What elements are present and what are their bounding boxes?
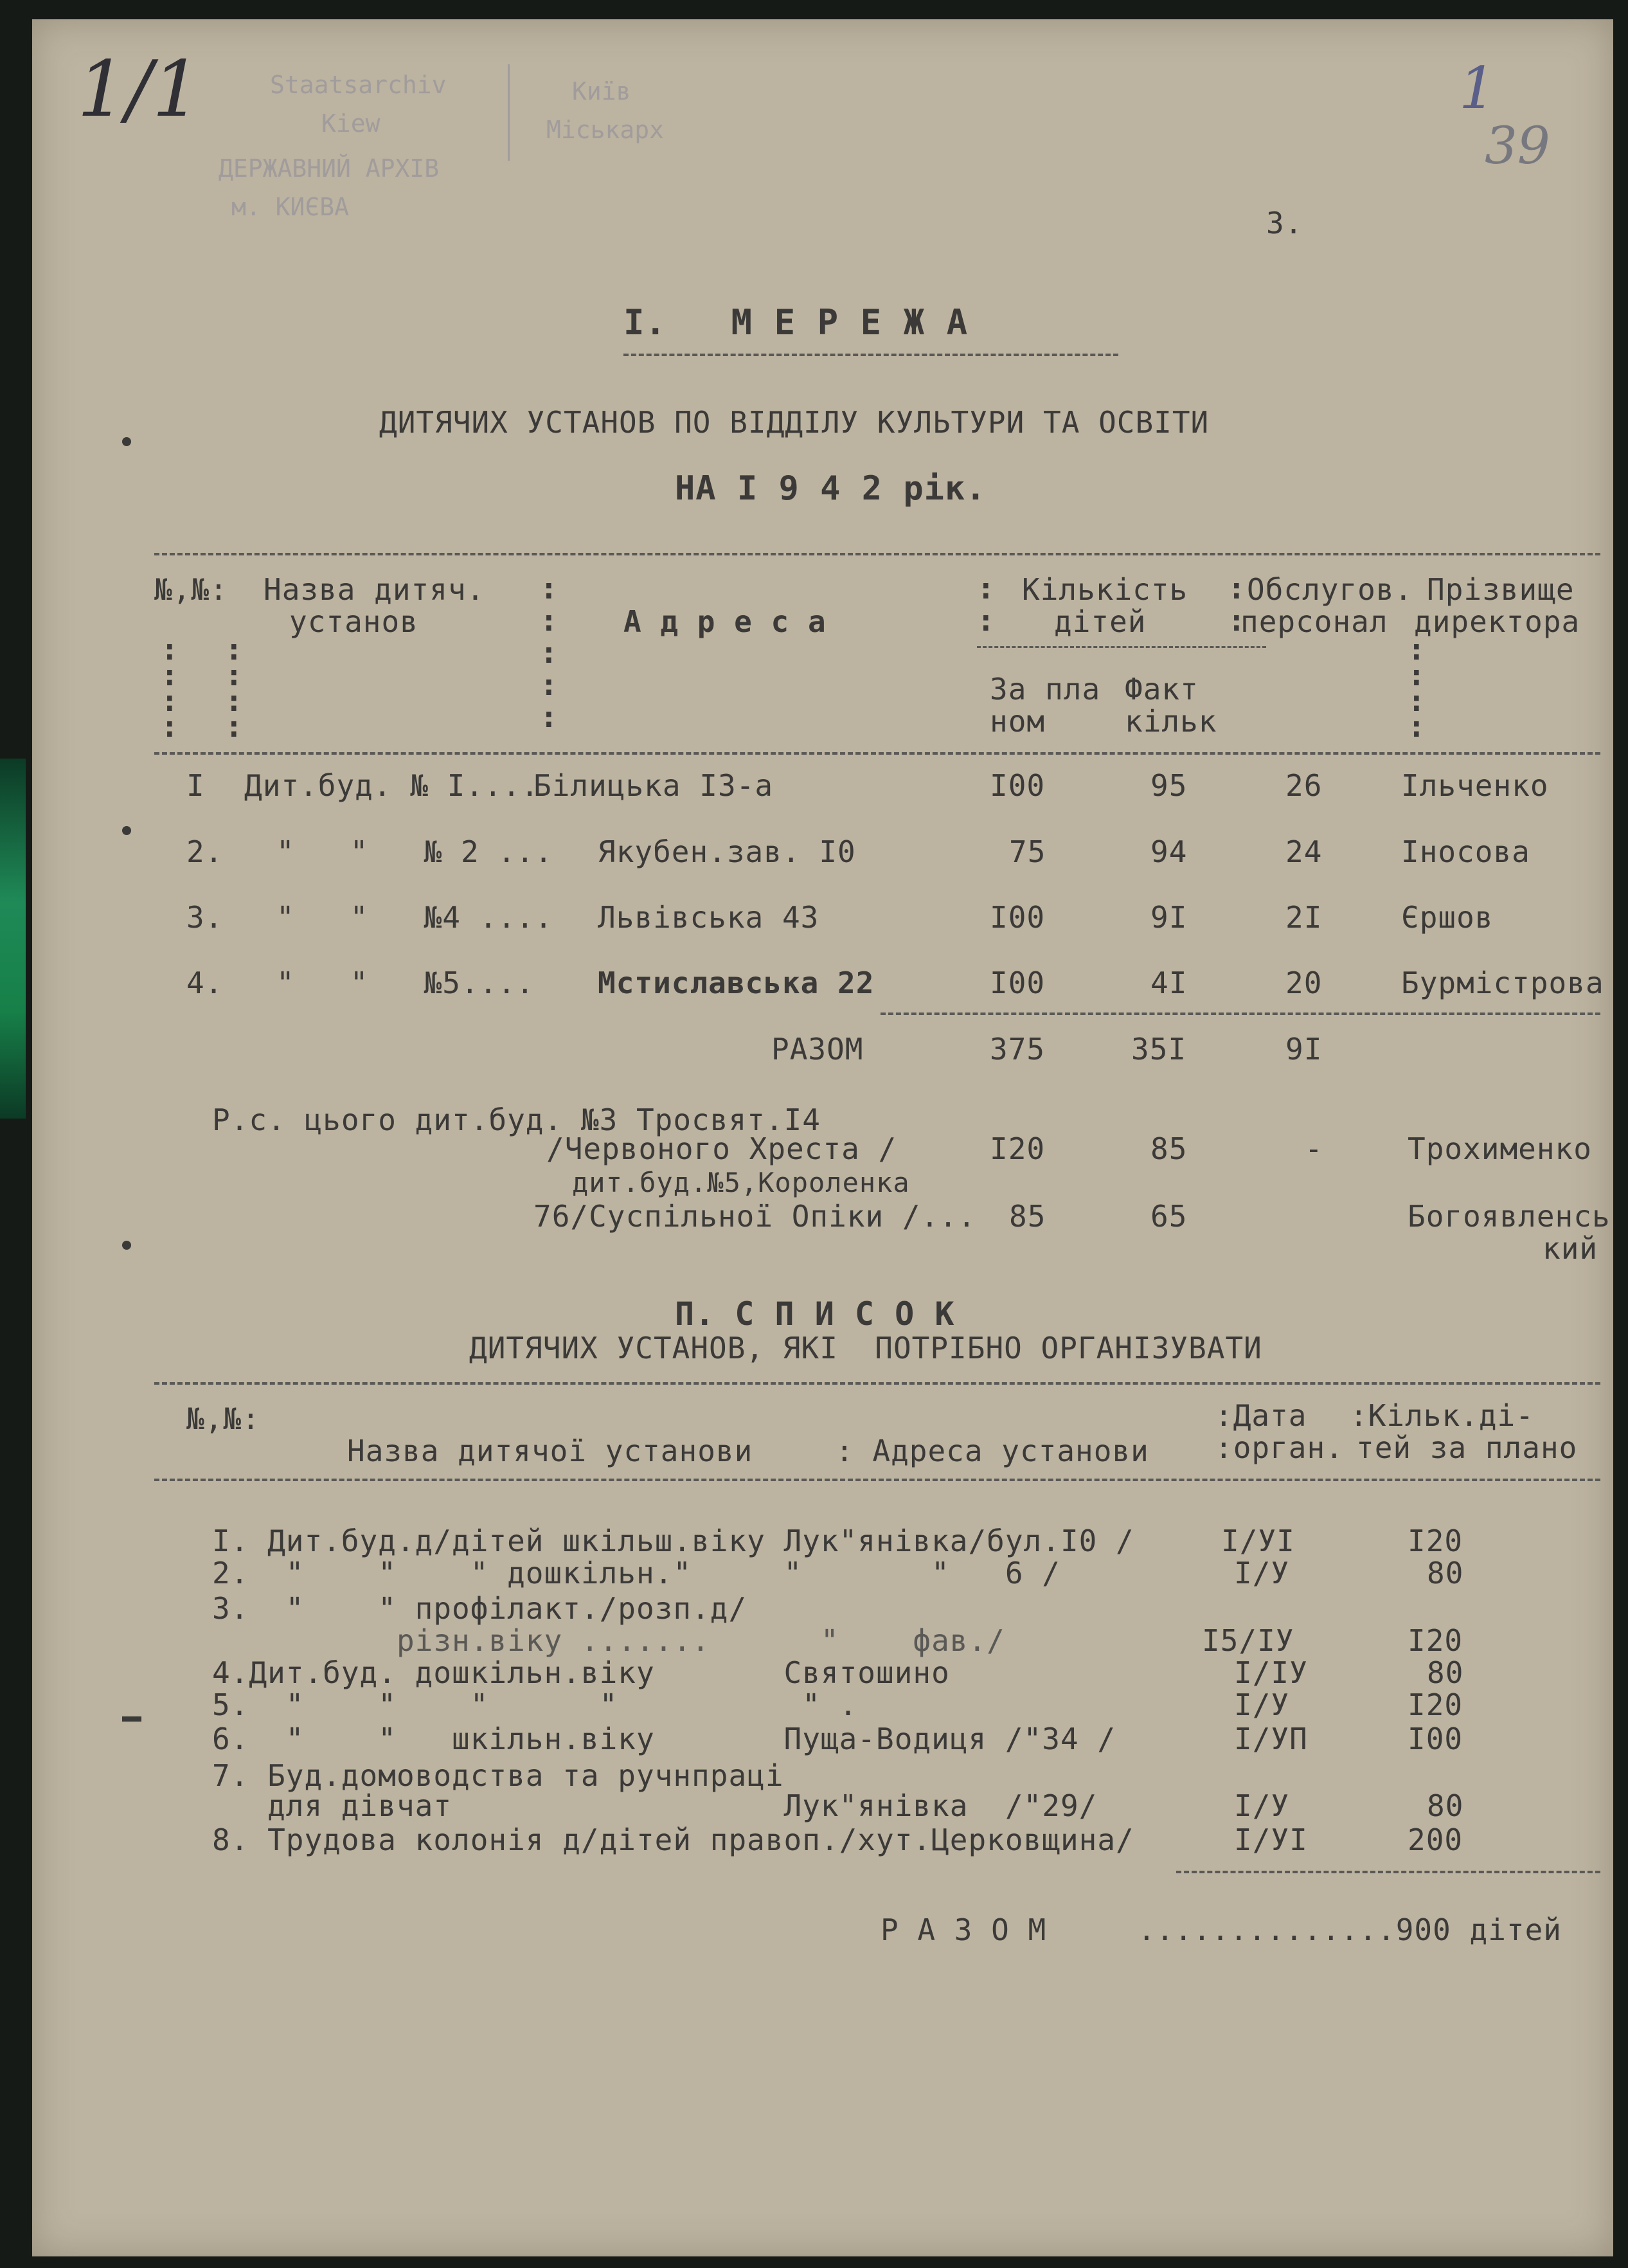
list-item-date: І5/ІУ: [1202, 1623, 1294, 1658]
total-fact: 35І: [1131, 1032, 1187, 1066]
list-item-count: 80: [1427, 1655, 1464, 1690]
total-value: ..............900 дітей: [1138, 1913, 1562, 1947]
archive-stamp: [174, 58, 752, 225]
total-rule: [881, 1013, 1600, 1015]
row-address: Якубен.зав. І0: [598, 834, 856, 869]
table-rule: [154, 1479, 1600, 1481]
page-number: 3.: [1266, 206, 1303, 240]
list-item-text: різн.віку ....... " фав./: [212, 1623, 1005, 1658]
list-item-text: І. Дит.буд.д/дітей шкільш.віку Лук"янівка/бул.І0 /: [212, 1524, 1134, 1558]
stamp-line: Kiew: [321, 109, 380, 138]
total-rule: [1176, 1871, 1600, 1873]
row-plan: І00: [990, 966, 1046, 1000]
col-header-date: :орган.: [1215, 1430, 1344, 1465]
col-header-fact: Факт: [1125, 672, 1199, 706]
row-num: 2.: [186, 834, 224, 869]
list-item-count: 200: [1408, 1823, 1463, 1857]
col-header-staff: персонал: [1240, 604, 1388, 639]
heading-underline: [623, 354, 1118, 356]
section1-year: НА І 9 4 2 рік.: [675, 469, 987, 508]
list-item-count: 80: [1427, 1788, 1464, 1823]
punch-mark: [122, 437, 131, 446]
column-separator: : :: [1228, 571, 1246, 638]
list-item-date: І/УП: [1234, 1722, 1308, 1756]
note-director: Трохименко: [1408, 1131, 1592, 1166]
row-director: Ільченко: [1401, 768, 1549, 803]
note-line: /Червоного Хреста /: [546, 1131, 897, 1166]
list-item-date: І/У: [1234, 1788, 1290, 1823]
col-header-children: дітей: [1054, 604, 1147, 639]
background-green-strip: [0, 759, 26, 1119]
col-header-address: А д р е с а: [623, 604, 827, 639]
col-header-director: Прізвище: [1427, 572, 1575, 607]
stamp-line: Staatsarchiv: [270, 71, 447, 99]
col-header-children: Кількість: [1022, 572, 1188, 607]
row-staff: 2І: [1285, 900, 1323, 935]
col-header-staff: Обслугов.: [1247, 572, 1413, 607]
row-address: Львівська 43: [598, 900, 819, 935]
row-name: " " №5....: [276, 966, 535, 1000]
list-item-text: 8. Трудова колонія д/дітей правоп./хут.Церковщина/: [212, 1823, 1134, 1857]
list-item-text: 4.Дит.буд. дошкільн.віку Святошино: [212, 1655, 950, 1690]
header-subrule: [977, 646, 1266, 648]
row-name: Дит.буд. № І....: [244, 768, 540, 803]
row-address: Мстиславська 22: [598, 966, 875, 1000]
note-line: 76/Суспільної Опіки /...: [533, 1199, 976, 1234]
row-fact: 4І: [1150, 966, 1188, 1000]
handwritten-folio: 39: [1485, 116, 1550, 176]
col-header-plan: ном: [990, 704, 1046, 739]
col-header-director: директора: [1414, 604, 1580, 639]
row-staff: 20: [1285, 966, 1323, 1000]
list-item-date: І/У: [1234, 1688, 1290, 1722]
table-rule: [154, 553, 1600, 555]
col-header-count: :Кільк.ді-: [1350, 1398, 1534, 1433]
row-name: " " № 2 ...: [276, 834, 553, 869]
stamp-line: Київ: [572, 77, 631, 105]
note-fact: 85: [1150, 1131, 1188, 1166]
row-fact: 94: [1150, 834, 1188, 869]
col-header-name: Назва дитячої установи: [347, 1434, 753, 1468]
list-item-count: 80: [1427, 1556, 1464, 1590]
row-director: Бурмістрова: [1401, 966, 1604, 1000]
list-item-text: 5. " " " " " .: [212, 1688, 858, 1722]
list-item-count: І00: [1408, 1722, 1463, 1756]
section2-heading: П. С П И С О К: [675, 1295, 955, 1333]
note-plan: І20: [990, 1131, 1046, 1166]
column-separator: : :: [977, 571, 995, 638]
note-director: кий: [1543, 1231, 1598, 1266]
list-item-count: І20: [1408, 1524, 1463, 1558]
row-director: Іносова: [1401, 834, 1530, 869]
row-fact: 9І: [1150, 900, 1188, 935]
stamp-line: ДЕРЖАВНИЙ АРХІВ: [219, 154, 440, 183]
total-label: РАЗОМ: [771, 1032, 864, 1066]
section1-heading: І. М Е Р Е Ж А: [623, 302, 969, 343]
row-name: " " №4 ....: [276, 900, 553, 935]
col-header-name: Назва дитяч.: [264, 572, 485, 607]
row-fact: 95: [1150, 768, 1188, 803]
list-item-text: для дівчат Лук"янівка /"29/: [212, 1788, 1098, 1823]
list-item-text: 6. " " шкільн.віку Пуща-Водиця /"34 /: [212, 1722, 1116, 1756]
total-plan: 375: [990, 1032, 1046, 1066]
note-staff: -: [1305, 1131, 1323, 1166]
column-separator: : : : :: [225, 632, 243, 744]
table-rule: [154, 1382, 1600, 1385]
punch-mark: [122, 826, 131, 835]
handwritten-folio: 1: [1459, 55, 1496, 122]
stamp-divider: [508, 64, 510, 161]
list-item-date: І/У: [1234, 1556, 1290, 1590]
row-num: 3.: [186, 900, 224, 935]
col-header-fact: кільк: [1125, 704, 1217, 739]
handwritten-mark: 1/1: [77, 45, 202, 134]
col-header-plan: За пла: [990, 672, 1101, 706]
column-separator: : : : :: [161, 632, 179, 744]
column-separator: : : : : :: [540, 571, 558, 734]
row-plan: 75: [1009, 834, 1046, 869]
row-num: І: [186, 768, 205, 803]
stamp-line: м. КИЄВА: [231, 193, 350, 221]
row-address: Білицька ІЗ-а: [533, 768, 774, 803]
list-item-text: 7. Буд.домоводства та ручнпраці: [212, 1758, 784, 1793]
col-header-num: №,№:: [154, 572, 228, 607]
list-item-text: 2. " " " дошкільн." " " 6 /: [212, 1556, 1060, 1590]
section2-subheading: ДИТЯЧИХ УСТАНОВ, ЯКІ ПОТРІБНО ОРГАНІЗУВАТИ: [469, 1331, 1262, 1365]
list-item-text: 3. " " профілакт./розп.д/: [212, 1591, 747, 1626]
note-plan: 85: [1009, 1199, 1046, 1234]
section1-subheading: ДИТЯЧИХ УСТАНОВ ПО ВІДДІЛУ КУЛЬТУРИ ТА ОСВІТИ: [379, 405, 1210, 440]
list-item-date: І/ІУ: [1234, 1655, 1308, 1690]
list-item-date: І/УІ: [1221, 1524, 1295, 1558]
col-header-address: : Адреса установи: [836, 1434, 1149, 1468]
note-director: Богоявленсь: [1408, 1199, 1611, 1234]
col-header-date: :Дата: [1215, 1398, 1307, 1433]
total-staff: 9І: [1285, 1032, 1323, 1066]
punch-mark: [122, 1241, 131, 1250]
note-line: Р.с. цього дит.буд. №3 Тросвят.І4: [212, 1102, 821, 1137]
row-plan: І00: [990, 900, 1046, 935]
note-fact: 65: [1150, 1199, 1188, 1234]
list-item-count: І20: [1408, 1688, 1463, 1722]
row-num: 4.: [186, 966, 224, 1000]
row-director: Єршов: [1401, 900, 1494, 935]
column-separator: : : : :: [1408, 632, 1426, 744]
list-item-count: І20: [1408, 1623, 1463, 1658]
col-header-count: тей за плано: [1356, 1430, 1578, 1465]
list-item-date: І/УІ: [1234, 1823, 1308, 1857]
row-staff: 24: [1285, 834, 1323, 869]
stamp-line: Міськарх: [546, 116, 665, 144]
col-header-num: №,№:: [186, 1401, 260, 1436]
total-label: Р А З О М: [881, 1913, 1047, 1947]
document-sheet: [32, 19, 1613, 2256]
col-header-name: установ: [289, 604, 418, 639]
note-line: дит.буд.№5,Короленка: [572, 1167, 910, 1198]
row-plan: І00: [990, 768, 1046, 803]
row-staff: 26: [1285, 768, 1323, 803]
table-rule: [154, 752, 1600, 755]
punch-mark: [122, 1716, 141, 1722]
